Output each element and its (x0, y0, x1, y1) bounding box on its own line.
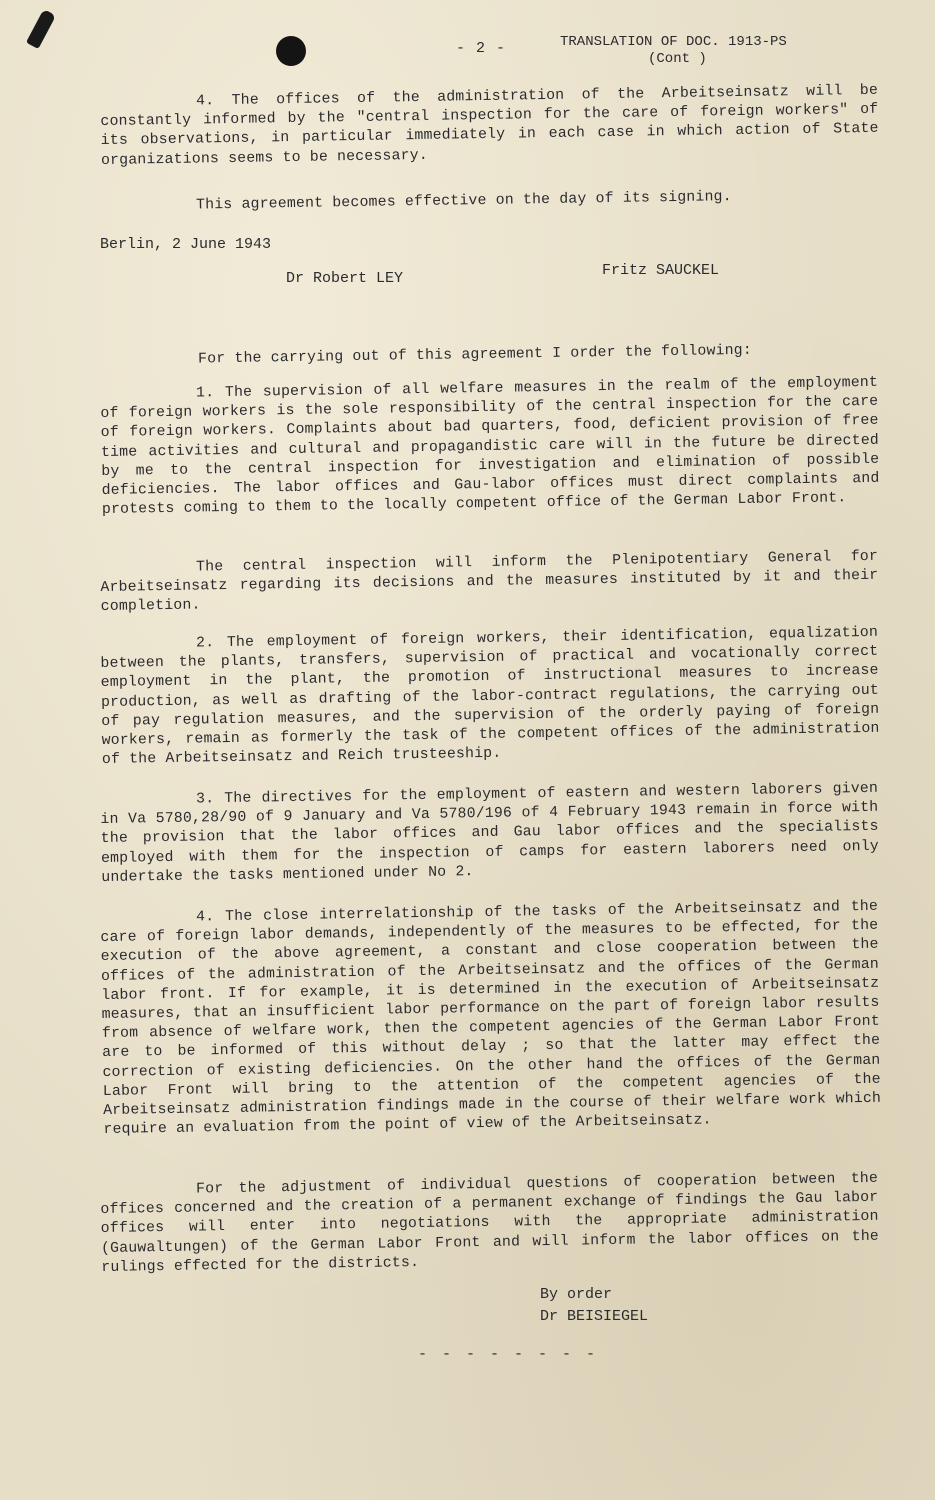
by-order-label: By order (540, 1286, 613, 1303)
signature-sauckel: Fritz SAUCKEL (602, 262, 720, 279)
order-item-4: 4. The close interrelationship of the tasks of the Arbeitseinsatz and the care of foreign labor demands, independently of the measures to be effected, for the execution of the above agreement, a constant and close cooperation between the offices of the administration of the Arbeitseinsatz and the offices of the German labor front. If for example, it is determined in the execution of Arbeitseinsatz measures, that an insufficient labor performance on the part of foreign labor results from absence of welfare work, then the competent agencies of the German Labor Front are to be informed of this without delay ; so that the latter may effect the correction of existing deficiencies. On the other hand the offices of the German Labor Front will bring to the attention of the competent agencies of the Arbeitseinsatz administration findings made in the course of their welfare work which require an evaluation from the point of view of the Arbeitseinsatz. (100, 898, 882, 1139)
page-number: - 2 - (456, 40, 507, 57)
order-intro: For the carrying out of this agreement I order the following: (198, 342, 753, 368)
translation-title: TRANSLATION OF DOC. 1913-PS (560, 34, 787, 50)
translation-header (560, 34, 787, 68)
effective-statement: This agreement becomes effective on the day of its signing. (196, 189, 732, 214)
order-item-4-continued: For the adjustment of individual questions of cooperation between the offices concerned and the creation of a permanent exchange of findings the Gau labor offices will enter into negotiations with the appropriate administration (Gauwaltungen) of the German Labor Front and will inform the labor offices on the rulings effected for the districts. (100, 1170, 880, 1276)
pen-mark (26, 9, 56, 49)
order-item-2: 2. The employment of foreign workers, their identification, equalization between the plants, transfers, supervision of practical and vocationally correct employment in the plant, the promotion of instructional measures to increase production, as well as drafting of the labor-contract regulations, the carrying out of pay regulation measures, and the supervision of the orderly paying of foreign workers, remain as formerly the task of the competent offices of the administration of the Arbeitseinsatz and Reich trusteeship. (100, 624, 880, 769)
order-item-1: 1. The supervision of all welfare measures in the realm of the employment of foreign workers is the sole responsibility of the central inspection for the care of foreign workers. Complaints about bad quarters, food, deficient provision of free time activities and cultural and propagandistic care will in the future be directed by me to the central inspection for investigation and elimination of possible deficiencies. The labor offices and Gau-labor offices must direct complaints and protests coming to them to the locally competent office of the German Labor Front. (100, 374, 880, 519)
place-date: Berlin, 2 June 1943 (100, 236, 272, 253)
closing-block (540, 1284, 648, 1328)
continued-note: (Cont ) (648, 51, 707, 67)
signer-name: Dr BEISIEGEL (540, 1308, 649, 1325)
signature-ley: Dr Robert LEY (286, 270, 404, 287)
punch-hole (276, 36, 306, 66)
paragraph-4-offices: 4. The offices of the administration of the Arbeitseinsatz will be constantly informed by the "central inspection for the care of foreign workers" of its observations, in particular immediately in each case in which action of State organizations seems to be necessary. (100, 82, 879, 169)
end-dashes: - - - - - - - - (418, 1346, 599, 1363)
order-item-1-continued: The central inspection will inform the Plenipotentiary General for Arbeitseinsatz regarding its decisions and the measures instituted by it and their completion. (100, 548, 879, 616)
order-item-3: 3. The directives for the employment of eastern and western laborers given in Va 5780,28/90 of 9 January and Va 5780/196 of 4 February 1943 remain in force with the provision that the labor offices and Gau labor offices and the specialists employed with them for the inspection of camps for eastern laborers need only undertake the tasks mentioned under No 2. (100, 780, 880, 886)
